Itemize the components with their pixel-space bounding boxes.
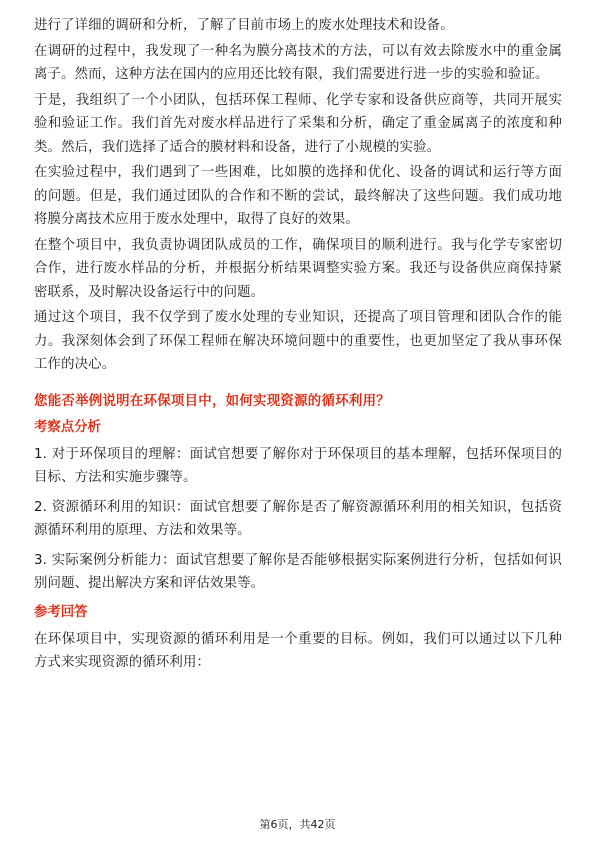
answer-heading: 参考回答: [34, 604, 88, 620]
analysis-item: 2. 资源循环利用的知识：面试官想要了解你是否了解资源循环利用的相关知识，包括资源循环利用的原理、方法和效果等。: [34, 499, 562, 538]
analysis-item: 3. 实际案例分析能力：面试官想要了解你是否能够根据实际案例进行分析，包括如何识别问题、提出解决方案和评估效果等。: [34, 552, 562, 591]
question-title: 您能否举例说明在环保项目中，如何实现资源的循环利用？: [34, 393, 390, 409]
analysis-heading: 考察点分析: [34, 419, 101, 435]
page-number-footer: 第6页，共42页: [259, 818, 336, 831]
page-content: [34, 14, 562, 677]
answer-paragraph: 在环保项目中，实现资源的循环利用是一个重要的目标。例如，我们可以通过以下几种方式来实现资源的循环利用：: [34, 631, 562, 670]
body-paragraph: 在整个项目中，我负责协调团队成员的工作，确保项目的顺利进行。我与化学专家密切合作，进行废水样品的分析，并根据分析结果调整实验方案。我还与设备供应商保持紧密联系，及时解决设备运行中的问题。: [34, 237, 562, 300]
body-paragraph: 进行了详细的调研和分析，了解了目前市场上的废水处理技术和设备。: [34, 18, 454, 33]
body-paragraph: 在实验过程中，我们遇到了一些困难，比如膜的选择和优化、设备的调试和运行等方面的问题。但是，我们通过团队的合作和不断的尝试，最终解决了这些问题。我们成功地将膜分离技术应用于废水处理中，取得了良好的效果。: [34, 165, 562, 227]
body-paragraph: 通过这个项目，我不仅学到了废水处理的专业知识，还提高了项目管理和团队合作的能力。我深刻体会到了环保工程师在解决环境问题中的重要性，也更加坚定了我从事环保工作的决心。: [34, 310, 562, 372]
analysis-item: 1. 对于环保项目的理解：面试官想要了解你对于环保项目的基本理解，包括环保项目的目标、方法和实施步骤等。: [34, 446, 562, 485]
body-paragraph: 在调研的过程中，我发现了一种名为膜分离技术的方法，可以有效去除废水中的重金属离子。然而，这种方法在国内的应用还比较有限，我们需要进行进一步的实验和验证。: [34, 43, 562, 82]
body-paragraph: 于是，我组织了一个小团队，包括环保工程师、化学专家和设备供应商等，共同开展实验和验证工作。我们首先对废水样品进行了采集和分析，确定了重金属离子的浓度和种类。然后，我们选择了适合的膜材料和设备，进行了小规模的实验。: [34, 92, 562, 155]
